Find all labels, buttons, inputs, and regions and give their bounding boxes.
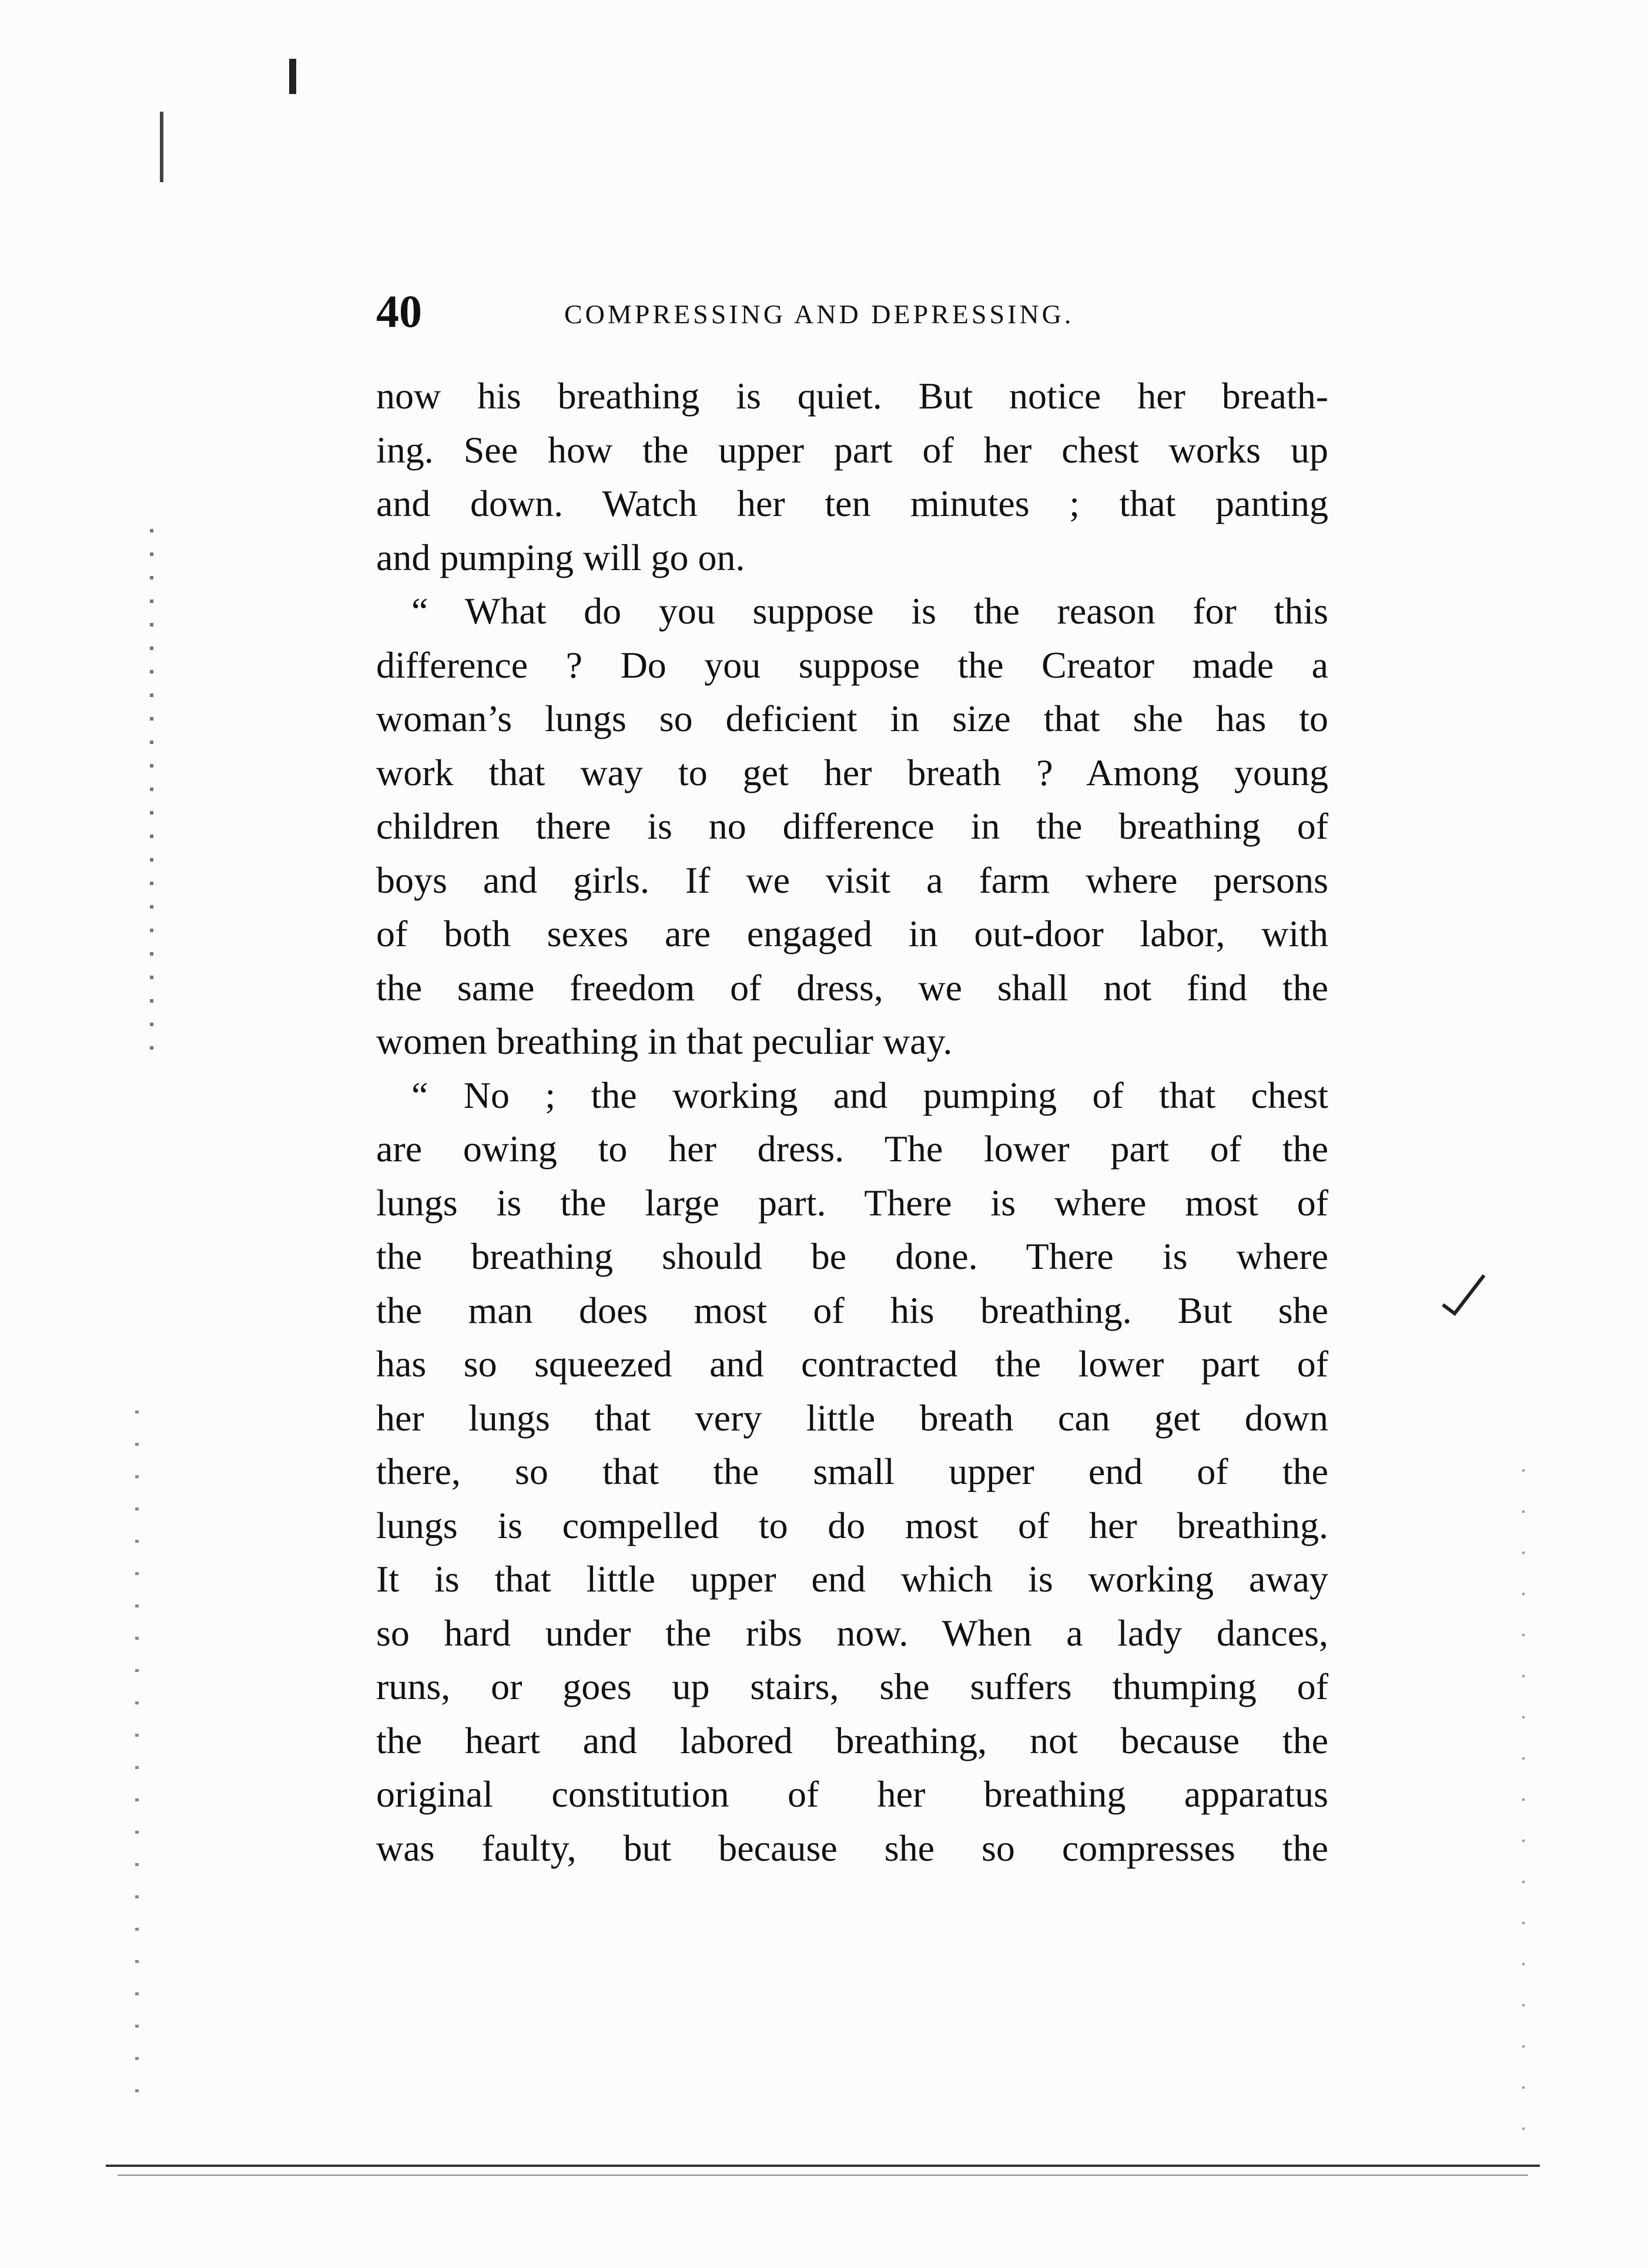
- text-line: and down. Watch her ten minutes ; that panting: [376, 483, 1328, 524]
- text-line: now his breathing is quiet. But notice her breath-: [376, 375, 1328, 417]
- text-line: It is that little upper end which is working away: [376, 1558, 1328, 1600]
- left-margin-speckle-lower: [135, 1411, 139, 2116]
- scan-mark-left: [160, 112, 163, 182]
- text-line: lungs is the large part. There is where most of: [376, 1181, 1328, 1224]
- bottom-rule: [106, 2165, 1540, 2167]
- bottom-rule-shadow: [118, 2175, 1528, 2176]
- text-line: lungs is compelled to do most of her breathing.: [376, 1504, 1328, 1546]
- right-margin-speckle: [1522, 1469, 1525, 2163]
- pencil-tick-mark: [1440, 1269, 1487, 1316]
- text-line: women breathing in that peculiar way.: [376, 1020, 953, 1062]
- text-line: was faulty, but because she so compresses the: [376, 1827, 1328, 1869]
- text-line: difference ? Do you suppose the Creator made a: [376, 644, 1328, 686]
- text-line: her lungs that very little breath can get down: [376, 1396, 1328, 1439]
- page-number: 40: [376, 286, 422, 337]
- text-line: work that way to get her breath ? Among young: [376, 751, 1328, 793]
- text-line: so hard under the ribs now. When a lady dances,: [376, 1612, 1328, 1654]
- text-line: runs, or goes up stairs, she suffers thumping of: [376, 1666, 1328, 1707]
- text-line: the man does most of his breathing. But she: [376, 1289, 1328, 1331]
- page-header: [376, 282, 1340, 347]
- text-line: “ What do you suppose is the reason for this: [411, 590, 1328, 632]
- text-line: the heart and labored breathing, not because the: [376, 1719, 1328, 1761]
- text-line: the same freedom of dress, we shall not find the: [376, 966, 1328, 1009]
- text-line: original constitution of her breathing apparatus: [376, 1773, 1328, 1815]
- text-line: woman’s lungs so deficient in size that she has to: [376, 698, 1328, 739]
- running-title: COMPRESSING AND DEPRESSING.: [564, 299, 1074, 329]
- text-line: are owing to her dress. The lower part of the: [376, 1128, 1328, 1170]
- text-line: of both sexes are engaged in out-door labor, with: [376, 913, 1328, 954]
- text-line: the breathing should be done. There is where: [376, 1235, 1328, 1277]
- text-line: and pumping will go on.: [376, 536, 745, 578]
- left-margin-speckle: [150, 529, 153, 1058]
- text-line: boys and girls. If we visit a farm where persons: [376, 859, 1328, 901]
- text-line: has so squeezed and contracted the lower part of: [376, 1343, 1328, 1385]
- text-line: “ No ; the working and pumping of that chest: [411, 1074, 1328, 1116]
- scan-mark-top: [289, 59, 296, 94]
- body-text: [376, 369, 1328, 1875]
- text-line: children there is no difference in the breathing of: [376, 805, 1328, 847]
- text-line: there, so that the small upper end of the: [376, 1450, 1328, 1492]
- text-line: ing. See how the upper part of her chest works up: [376, 428, 1328, 471]
